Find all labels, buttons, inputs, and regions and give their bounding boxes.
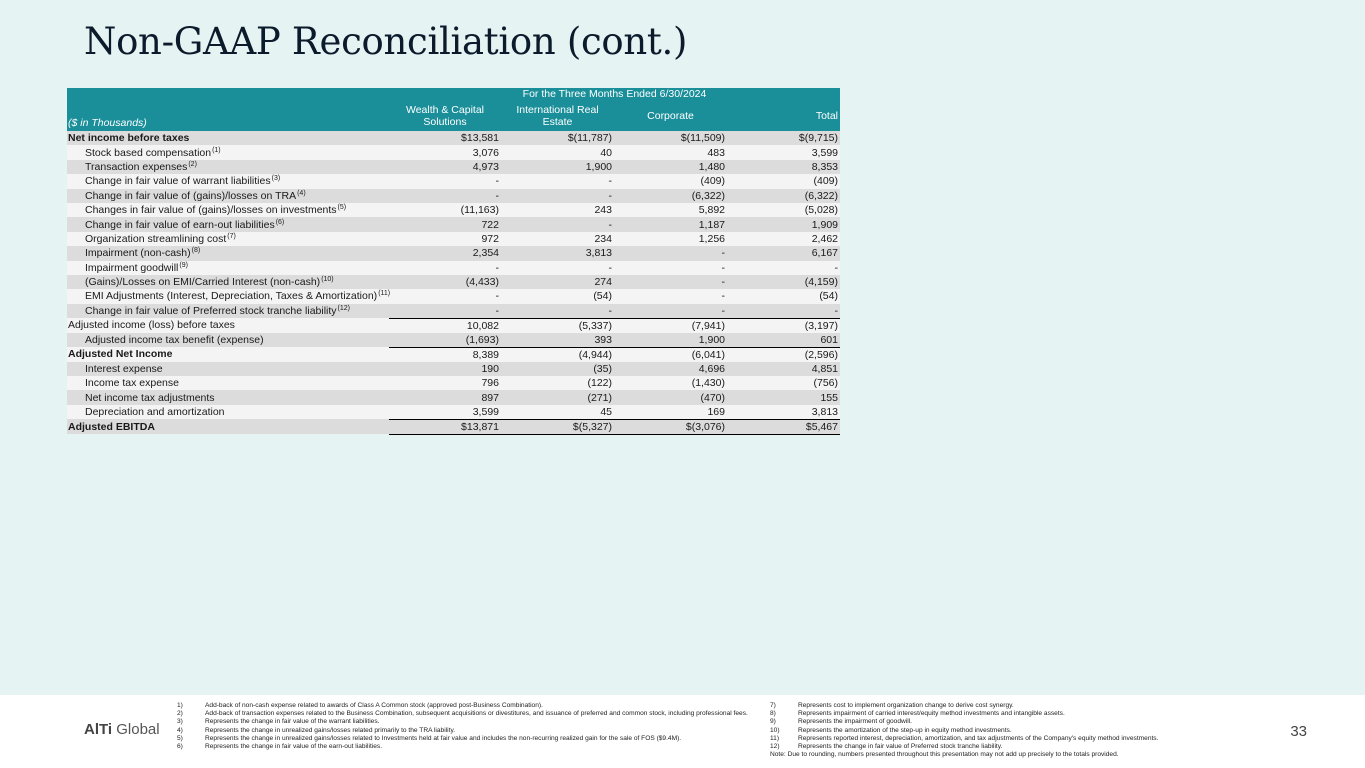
column-header: International Real Estate — [501, 101, 614, 131]
cell-value: 5,892 — [614, 203, 727, 217]
cell-value: (4,159) — [727, 275, 840, 289]
cell-value: 274 — [501, 275, 614, 289]
cell-value: 45 — [501, 405, 614, 420]
column-header: Total — [727, 101, 840, 131]
cell-value: (7,941) — [614, 318, 727, 333]
cell-value: 2,354 — [389, 246, 501, 260]
row-label: (Gains)/Losses on EMI/Carried Interest (non-cash)$^{(10)}$ — [67, 275, 389, 289]
cell-value: 3,813 — [501, 246, 614, 260]
table-row — [67, 131, 840, 145]
cell-value: - — [389, 304, 501, 319]
table-row — [67, 376, 840, 390]
table-row — [67, 347, 840, 362]
footnote: 9) Represents the impairment of goodwill. — [770, 718, 912, 726]
footnote: 1) Add-back of non-cash expense related to awards of Class A Common stock (approved post-Business Combination). — [177, 702, 543, 709]
row-label: Depreciation and amortization — [67, 405, 389, 420]
row-label: Adjusted Net Income — [67, 347, 389, 362]
cell-value: (5,337) — [501, 318, 614, 333]
cell-value: 8,353 — [727, 160, 840, 174]
cell-value: 190 — [389, 362, 501, 376]
cell-value: 10,082 — [389, 318, 501, 333]
footnote: 5) Represents the change in unrealized gains/losses related to Investments held at fair value and includes the non-recurring realized gain for the sale of FOS ($9.4M). — [177, 734, 682, 742]
row-label: Interest expense — [67, 362, 389, 376]
row-label: Impairment (non-cash)$^{(8)}$ — [67, 246, 389, 260]
table-row — [67, 362, 840, 376]
cell-value: (4,944) — [501, 347, 614, 362]
cell-value: - — [389, 289, 501, 303]
column-header: Wealth & Capital Solutions — [389, 101, 501, 131]
cell-value: 796 — [389, 376, 501, 390]
cell-value: 40 — [501, 145, 614, 159]
table-row — [67, 217, 840, 231]
cell-value: (6,322) — [614, 189, 727, 203]
reconciliation-table — [67, 88, 840, 435]
cell-value: - — [501, 304, 614, 319]
row-label: Adjusted EBITDA — [67, 419, 389, 434]
cell-value: 6,167 — [727, 246, 840, 260]
footer — [0, 695, 1365, 768]
row-label: Adjusted income tax benefit (expense) — [67, 333, 389, 348]
page-number: 33 — [1290, 723, 1307, 740]
cell-value: 1,187 — [614, 217, 727, 231]
row-label: Change in fair value of warrant liabilities$^{(3)}$ — [67, 174, 389, 188]
cell-value: 155 — [727, 390, 840, 404]
company-logo: AlTi Global — [84, 721, 160, 738]
cell-value: - — [389, 189, 501, 203]
row-label: Income tax expense — [67, 376, 389, 390]
footnote: 10) Represents the amortization of the step-up in equity method investments. — [770, 726, 1012, 734]
cell-value: 3,813 — [727, 405, 840, 420]
table-row — [67, 174, 840, 188]
footnotes-right — [770, 702, 1240, 759]
cell-value: - — [614, 246, 727, 260]
rounding-note: Note: Due to rounding, numbers presented throughout this presentation may not add up precisely to the totals provided. — [770, 751, 1119, 759]
table-row — [67, 390, 840, 404]
footnote: 2) Add-back of transaction expenses related to the Business Combination, subsequent acquisitions or divestitures, and issuance of preferred and common stock, including professional fees. — [177, 710, 748, 718]
table-row — [67, 333, 840, 348]
table-row — [67, 160, 840, 174]
cell-value: (756) — [727, 376, 840, 390]
footnote: 12) Represents the change in fair value of Preferred stock tranche liability. — [770, 743, 1003, 751]
cell-value: (3,197) — [727, 318, 840, 333]
cell-value: - — [501, 261, 614, 275]
footnote-ref: (8) — [191, 247, 201, 255]
table-row — [67, 189, 840, 203]
footnote: 11) Represents reported interest, depreciation, amortization, and tax adjustments of the Company's equity method investments. — [770, 734, 1159, 742]
row-label: Change in fair value of Preferred stock tranche liability$^{(12)}$ — [67, 304, 389, 319]
cell-value: (54) — [727, 289, 840, 303]
cell-value: 1,900 — [614, 333, 727, 348]
cell-value: - — [727, 304, 840, 319]
table-row — [67, 275, 840, 289]
footnote-ref: (11) — [378, 290, 391, 298]
cell-value: 897 — [389, 390, 501, 404]
footnote: 7) Represents cost to implement organization change to derive cost synergy. — [770, 702, 1014, 709]
cell-value: 483 — [614, 145, 727, 159]
cell-value: 972 — [389, 232, 501, 246]
cell-value: (5,028) — [727, 203, 840, 217]
cell-value: 393 — [501, 333, 614, 348]
cell-value: $(11,509) — [614, 131, 727, 145]
cell-value: 3,076 — [389, 145, 501, 159]
cell-value: (409) — [727, 174, 840, 188]
footnote-ref: (3) — [271, 175, 281, 183]
footnotes-left — [177, 702, 757, 751]
cell-value: 722 — [389, 217, 501, 231]
cell-value: 8,389 — [389, 347, 501, 362]
cell-value: 1,900 — [501, 160, 614, 174]
footnote-ref: (4) — [297, 189, 306, 197]
cell-value: (2,596) — [727, 347, 840, 362]
table-row — [67, 246, 840, 260]
cell-value: - — [727, 261, 840, 275]
page-title: Non-GAAP Reconciliation (cont.) — [84, 20, 688, 63]
cell-value: (409) — [614, 174, 727, 188]
cell-value: - — [614, 275, 727, 289]
row-label: Organization streamlining cost$^{(7)}$ — [67, 232, 389, 246]
footnote: 4) Represents the change in unrealized gains/losses related primarily to the TRA liability. — [177, 726, 456, 734]
cell-value: 2,462 — [727, 232, 840, 246]
row-label: Change in fair value of earn-out liabilities$^{(6)}$ — [67, 217, 389, 231]
table-row — [67, 203, 840, 217]
cell-value: 3,599 — [389, 405, 501, 420]
cell-value: 1,909 — [727, 217, 840, 231]
cell-value: - — [501, 217, 614, 231]
cell-value: $(9,715) — [727, 131, 840, 145]
footnote-ref: (6) — [275, 218, 285, 226]
row-label: Net income tax adjustments — [67, 390, 389, 404]
footnote: 8) Represents impairment of carried interest/equity method investments and intangible assets. — [770, 710, 1065, 718]
table-row — [67, 261, 840, 275]
row-label: Impairment goodwill$^{(9)}$ — [67, 261, 389, 275]
cell-value: (6,322) — [727, 189, 840, 203]
cell-value: $13,581 — [389, 131, 501, 145]
cell-value: (4,433) — [389, 275, 501, 289]
cell-value: - — [614, 261, 727, 275]
cell-value: (54) — [501, 289, 614, 303]
cell-value: $(5,327) — [501, 419, 614, 434]
cell-value: - — [614, 289, 727, 303]
row-label: Adjusted income (loss) before taxes — [67, 318, 389, 333]
table-row — [67, 232, 840, 246]
cell-value: 243 — [501, 203, 614, 217]
cell-value: $13,871 — [389, 419, 501, 434]
row-label: Stock based compensation$^{(1)}$ — [67, 145, 389, 159]
cell-value: 4,851 — [727, 362, 840, 376]
cell-value: (1,430) — [614, 376, 727, 390]
table-row — [67, 145, 840, 159]
column-header: Corporate — [614, 101, 727, 131]
cell-value: - — [501, 174, 614, 188]
cell-value: 3,599 — [727, 145, 840, 159]
footnote-ref: (9) — [179, 261, 188, 269]
cell-value: $(11,787) — [501, 131, 614, 145]
row-label: Change in fair value of (gains)/losses on TRA$^{(4)}$ — [67, 189, 389, 203]
cell-value: 4,973 — [389, 160, 501, 174]
table-row — [67, 318, 840, 333]
row-label: Changes in fair value of (gains)/losses on investments$^{(5)}$ — [67, 203, 389, 217]
footnote-ref: (1) — [212, 146, 221, 154]
cell-value: (470) — [614, 390, 727, 404]
cell-value: (6,041) — [614, 347, 727, 362]
footnote-ref: (5) — [337, 204, 347, 212]
footnote-ref: (10) — [321, 276, 334, 284]
cell-value: 169 — [614, 405, 727, 420]
cell-value: (35) — [501, 362, 614, 376]
cell-value: $(3,076) — [614, 419, 727, 434]
cell-value: - — [389, 174, 501, 188]
footnote: 6) Represents the change in fair value of the earn-out liabilities. — [177, 743, 383, 751]
cell-value: $5,467 — [727, 419, 840, 434]
row-label: EMI Adjustments (Interest, Depreciation, Taxes & Amortization)$^{(11)}$ — [67, 289, 389, 303]
row-label: Transaction expenses$^{(2)}$ — [67, 160, 389, 174]
cell-value: - — [614, 304, 727, 319]
cell-value: - — [389, 261, 501, 275]
table-row — [67, 304, 840, 319]
cell-value: 234 — [501, 232, 614, 246]
table-row — [67, 405, 840, 420]
footnote-ref: (2) — [188, 160, 197, 168]
cell-value: (271) — [501, 390, 614, 404]
footnote: 3) Represents the change in fair value of the warrant liabilities. — [177, 718, 380, 726]
row-label: Net income before taxes — [67, 131, 389, 145]
footnote-ref: (12) — [337, 304, 350, 312]
cell-value: (1,693) — [389, 333, 501, 348]
table-row — [67, 419, 840, 434]
cell-value: - — [501, 189, 614, 203]
cell-value: 4,696 — [614, 362, 727, 376]
period-header: For the Three Months Ended 6/30/2024 — [389, 88, 840, 101]
cell-value: 1,480 — [614, 160, 727, 174]
cell-value: (122) — [501, 376, 614, 390]
footnote-ref: (7) — [227, 232, 236, 240]
cell-value: 1,256 — [614, 232, 727, 246]
table-row — [67, 289, 840, 303]
cell-value: (11,163) — [389, 203, 501, 217]
units-label: ($ in Thousands) — [67, 101, 389, 131]
cell-value: 601 — [727, 333, 840, 348]
